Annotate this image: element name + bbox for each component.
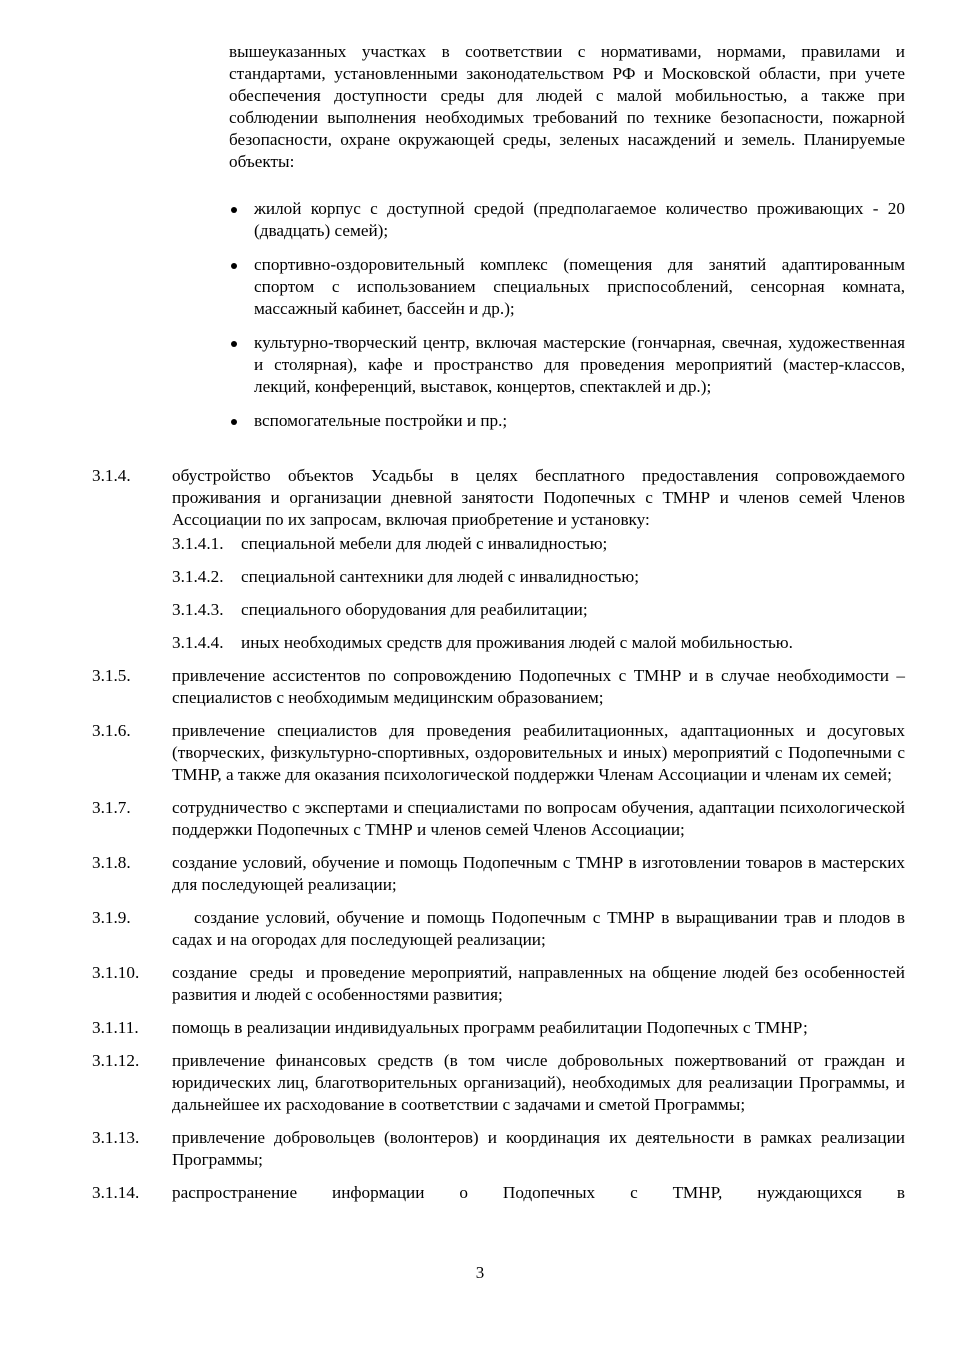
clause-3-1-5 [92, 665, 905, 709]
clause-text: помощь в реализации индивидуальных программ реабилитации Подопечных с ТМНР; [172, 1018, 808, 1037]
bullet-icon [231, 419, 237, 425]
clause-text: обустройство объектов Усадьбы в целях бесплатного предоставления сопровождаемого проживания и организации дневной занятости Подопечных с ТМНР и членов семей Членов Ассоциации по их запросам, включая приобретение и установку: [172, 466, 905, 529]
clause-number: 3.1.7. [92, 798, 131, 817]
clause-3-1-12 [92, 1050, 905, 1116]
clause-3-1-9 [92, 907, 905, 951]
clause-number: 3.1.13. [92, 1128, 140, 1147]
clause-3-1-4 [92, 465, 905, 654]
clause-text: создание среды и проведение мероприятий, направленных на общение людей без особенностей развития и людей с особенностями развития; [172, 963, 910, 1004]
clause-3-1-7 [92, 797, 905, 841]
clause-number: 3.1.8. [92, 853, 131, 872]
clause-number: 3.1.14. [92, 1183, 140, 1202]
list-item [229, 254, 905, 320]
subclause-text: специальной мебели для людей с инвалидностью; [241, 534, 608, 553]
clause-number: 3.1.9. [92, 908, 131, 927]
subclause-number: 3.1.4.4. [172, 633, 224, 652]
list-item [229, 198, 905, 242]
subclause-text: иных необходимых средств для проживания людей с малой мобильностью. [241, 633, 793, 652]
clause-number: 3.1.4. [92, 466, 131, 485]
clause-number: 3.1.12. [92, 1051, 140, 1070]
subclause-list [92, 533, 905, 654]
clause-3-1-10 [92, 962, 910, 1006]
clause-text: привлечение финансовых средств (в том числе добровольных пожертвований от граждан и юридических лиц, благотворительных организаций), необходимых для реализации Программы, и дальнейшее их расходование в соответствии с задачами и сметой Программы; [172, 1051, 905, 1114]
page-number: 3 [475, 1263, 485, 1282]
subclause-number: 3.1.4.1. [172, 534, 224, 553]
bullet-text: спортивно-оздоровительный комплекс (помещения для занятий адаптированным спортом с использованием специальных приспособлений, сенсорная комната, массажный кабинет, бассейн и др.); [254, 255, 905, 318]
clause-number: 3.1.6. [92, 721, 131, 740]
subclause-number: 3.1.4.3. [172, 600, 224, 619]
clause-text: создание условий, обучение и помощь Подопечным с ТМНР в выращивании трав и плодов в садах и на огородах для последующей реализации; [172, 908, 905, 949]
clause-number: 3.1.5. [92, 666, 131, 685]
numbered-clauses [92, 465, 910, 1215]
clause-3-1-8 [92, 852, 905, 896]
subclause-number: 3.1.4.2. [172, 567, 224, 586]
intro-paragraph: вышеуказанных участках в соответствии с нормативами, нормами, правилами и стандартами, установленными законодательством РФ и Московской области, при учете обеспечения доступности среды для людей с малой мобильностью, а также при соблюдении выполнения необходимых требований по технике безопасности, пожарной безопасности, охране окружающей среды, зеленых насаждений и земель. Планируемые объекты: [229, 42, 905, 171]
subclause [172, 533, 905, 555]
clause-3-1-13 [92, 1127, 905, 1171]
clause-text: создание условий, обучение и помощь Подопечным с ТМНР в изготовлении товаров в мастерских для последующей реализации; [172, 853, 905, 894]
subclause [172, 599, 905, 621]
bullet-icon [231, 341, 237, 347]
bullet-icon [231, 263, 237, 269]
bullet-text: культурно-творческий центр, включая мастерские (гончарная, свечная, художественная и столярная), кафе и пространство для проведения мероприятий (мастер-классов, лекций, конференций, выставок, концертов, спектаклей и др.); [254, 333, 905, 396]
list-item [229, 332, 905, 398]
subclause [172, 632, 905, 654]
bullet-icon [231, 207, 237, 213]
clause-3-1-14 [92, 1182, 905, 1204]
clause-text: привлечение специалистов для проведения реабилитационных, адаптационных и досуговых (творческих, физкультурно-спортивных, оздоровительных и иных) мероприятий с Подопечными с ТМНР, а также для оказания психологической поддержки Членам Ассоциации и членам их семей; [172, 721, 905, 784]
bullet-text: жилой корпус с доступной средой (предполагаемое количество проживающих - 20 (двадцать) семей); [254, 199, 905, 240]
clause-number: 3.1.10. [92, 963, 140, 982]
planned-objects-list [229, 198, 905, 444]
clause-text: сотрудничество с экспертами и специалистами по вопросам обучения, адаптации психологической поддержки Подопечных с ТМНР и членов семей Членов Ассоциации; [172, 798, 905, 839]
clause-3-1-11 [92, 1017, 905, 1039]
clause-3-1-6 [92, 720, 905, 786]
subclause-text: специальной сантехники для людей с инвалидностью; [241, 567, 640, 586]
subclause [172, 566, 905, 588]
clause-text: распространение информации о Подопечных с ТМНР, нуждающихся в [172, 1183, 905, 1202]
list-item [229, 410, 905, 432]
subclause-text: специального оборудования для реабилитации; [241, 600, 588, 619]
bullet-text: вспомогательные постройки и пр.; [254, 411, 508, 430]
clause-text: привлечение добровольцев (волонтеров) и координация их деятельности в рамках реализации Программы; [172, 1128, 905, 1169]
clause-text: привлечение ассистентов по сопровождению Подопечных с ТМНР и в случае необходимости – специалистов с необходимым медицинским образованием; [172, 666, 905, 707]
clause-number: 3.1.11. [92, 1018, 139, 1037]
